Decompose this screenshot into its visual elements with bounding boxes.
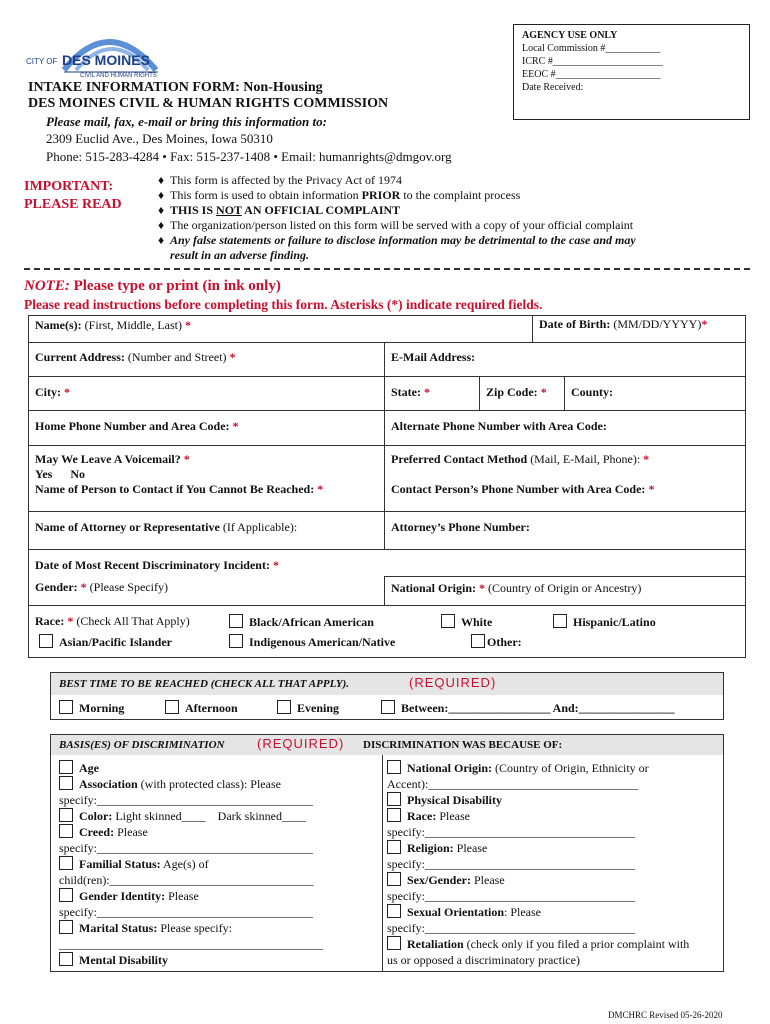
orientation-specify[interactable]: specify:___________________________________ <box>387 921 635 935</box>
form-title: INTAKE INFORMATION FORM: Non-Housing <box>28 80 323 95</box>
checkbox[interactable] <box>441 614 455 628</box>
text-segment: Black/African American <box>249 615 374 629</box>
basis-gender-identity[interactable] <box>59 888 379 904</box>
text-segment: This form is affected by the Privacy Act of 1974 <box>170 173 403 187</box>
text-segment: And:________________ <box>550 701 675 715</box>
basis-mental-disability[interactable] <box>59 952 379 968</box>
text-segment: Alternate Phone Number with Area Code: <box>391 419 607 433</box>
checkbox[interactable] <box>59 952 73 966</box>
zip-field[interactable] <box>479 377 565 411</box>
logo-name: DES MOINES <box>62 52 150 68</box>
checkbox[interactable] <box>59 808 73 822</box>
text-segment: Name(s): <box>35 318 82 332</box>
text-segment: Association <box>79 777 138 791</box>
text-segment: Sex/Gender: <box>407 873 471 887</box>
text-segment: Preferred Contact Method <box>391 452 528 466</box>
text-segment: * <box>424 385 430 399</box>
checkbox[interactable] <box>387 808 401 822</box>
text-segment: Please <box>436 809 470 823</box>
familial-specify[interactable]: child(ren):__________________________________ <box>59 873 314 887</box>
mail-instruction: Please mail, fax, e-mail or bring this information to: <box>46 114 327 129</box>
text-segment: Evening <box>297 701 340 715</box>
text-segment: Date of Most Recent Discriminatory Incident: <box>35 558 273 572</box>
text-segment: PRIOR <box>361 188 401 202</box>
diamond-bullet-icon: ♦ <box>158 203 165 217</box>
agency-use-box <box>513 24 750 120</box>
text-segment: The organization/person listed on this form will be served with a copy of your official complaint <box>170 218 634 232</box>
note-line <box>24 278 281 295</box>
text-segment: Current Address: <box>35 350 125 364</box>
marital-specify[interactable]: ____________________________________________ <box>59 937 323 951</box>
basis-familial[interactable] <box>59 856 379 872</box>
checkbox[interactable] <box>387 936 401 950</box>
basis-national-origin[interactable] <box>387 760 721 776</box>
text-segment: E-Mail Address: <box>391 350 476 364</box>
origin-specify[interactable]: Accent):___________________________________ <box>387 777 639 791</box>
note-instructions: Please read instructions before completing this form. Asterisks (*) indicate required fields. <box>24 297 543 312</box>
between-option[interactable] <box>381 700 675 716</box>
creed-specify[interactable]: specify:____________________________________ <box>59 841 313 855</box>
text-segment: Please <box>165 889 199 903</box>
checkbox[interactable] <box>59 856 73 870</box>
best-time-header <box>51 673 723 695</box>
email-field[interactable] <box>384 343 746 377</box>
text-segment: Attorney’s Phone Number: <box>391 520 530 534</box>
agency-line[interactable]: EEOC #_____________________ <box>522 69 661 80</box>
agency-line[interactable]: ICRC #______________________ <box>522 56 663 67</box>
text-segment: Name of Person to Contact if You Cannot Be Reached: <box>35 482 318 496</box>
text-segment: * <box>643 452 650 466</box>
text-segment: Physical Disability <box>407 793 503 807</box>
text-segment: * <box>229 350 236 364</box>
text-segment: Contact Person’s Phone Number with Area Code: <box>391 482 649 496</box>
basis-header <box>51 735 723 755</box>
text-segment: Home Phone Number and Area Code: <box>35 419 233 433</box>
gender-field[interactable] <box>28 576 385 606</box>
text-segment: (check only if you filed a prior complaint with <box>463 937 690 951</box>
bullet-item <box>158 248 748 263</box>
checkbox[interactable] <box>381 700 395 714</box>
text-segment: * <box>648 482 655 496</box>
text-segment: (Please Specify) <box>86 580 168 594</box>
basis-retaliation[interactable] <box>387 936 721 952</box>
basis-physical-disability[interactable] <box>387 792 721 808</box>
text-segment: to the complaint process <box>400 188 521 202</box>
text-segment: (Number and Street) <box>124 350 230 364</box>
agency-line[interactable]: Date Received: <box>522 82 584 93</box>
text-segment: Please specify: <box>157 921 232 935</box>
text-segment: Any false statements or failure to disclose information may be detrimental to the case and may <box>170 233 636 247</box>
basis-association[interactable] <box>59 776 379 792</box>
race-field <box>28 606 746 658</box>
text-segment: Race: <box>35 614 68 628</box>
bullet-item <box>158 173 748 188</box>
text-segment: Indigenous American/Native <box>249 635 396 649</box>
text-segment: NOTE: <box>24 278 70 294</box>
text-segment: Race: <box>407 809 437 823</box>
race-hispanic-option[interactable] <box>553 614 656 630</box>
basis-color[interactable] <box>59 808 379 824</box>
important-notice <box>24 178 122 214</box>
attorney-phone-field[interactable] <box>384 512 746 550</box>
text-segment: (Check All That Apply) <box>73 614 190 628</box>
text-segment: * <box>67 614 74 628</box>
text-segment: * <box>272 558 279 572</box>
checkbox[interactable] <box>229 634 243 648</box>
afternoon-option[interactable] <box>165 700 238 716</box>
important-line1: IMPORTANT: <box>24 179 114 194</box>
religion-specify[interactable]: specify:___________________________________ <box>387 857 635 871</box>
text-segment: State: <box>391 385 424 399</box>
bullet-item <box>158 233 748 248</box>
race-specify[interactable]: specify:___________________________________ <box>387 825 635 839</box>
text-segment: (with protected class): Please <box>137 777 281 791</box>
basis-age[interactable] <box>59 760 379 776</box>
text-segment: * <box>232 419 239 433</box>
voicemail-no[interactable]: No <box>70 467 86 481</box>
race-black-option[interactable] <box>229 614 374 630</box>
checkbox[interactable] <box>387 792 401 806</box>
text-segment: Gender: <box>35 580 81 594</box>
race-other-option[interactable] <box>471 634 522 650</box>
text-segment: Color: <box>79 809 113 823</box>
bullet-item <box>158 218 748 233</box>
diamond-bullet-icon: ♦ <box>158 218 165 232</box>
text-segment: Zip Code: <box>486 385 541 399</box>
county-field[interactable] <box>564 377 746 411</box>
text-segment: * <box>184 318 191 332</box>
dob-field[interactable] <box>532 315 746 343</box>
text-segment: Gender Identity: <box>79 889 166 903</box>
text-segment: Asian/Pacific Islander <box>59 635 172 649</box>
text-segment: Hispanic/Latino <box>573 615 656 629</box>
contact-info: Phone: 515-283-4284 • Fax: 515-237-1408 • Email: humanrights@dmgov.org <box>46 149 452 164</box>
text-segment: Other: <box>487 635 522 649</box>
text-segment: Familial Status: <box>79 857 161 871</box>
preferred-contact-field[interactable] <box>384 446 746 512</box>
text-segment: Retaliation <box>407 937 464 951</box>
voicemail-yes[interactable]: Yes <box>35 467 53 481</box>
gender-identity-specify[interactable]: specify:____________________________________ <box>59 905 313 919</box>
race-white-option[interactable] <box>441 614 492 630</box>
divider <box>24 268 750 270</box>
basis-religion[interactable] <box>387 840 721 856</box>
checkbox[interactable] <box>59 760 73 774</box>
text-segment: National Origin: <box>391 581 480 595</box>
text-segment: : Please <box>504 905 542 919</box>
checkbox[interactable] <box>59 920 73 934</box>
text-segment: * <box>479 581 486 595</box>
text-segment: Morning <box>79 701 125 715</box>
agency-title: AGENCY USE ONLY <box>522 30 618 41</box>
text-segment: DISCRIMINATION WAS BECAUSE OF: <box>363 739 563 751</box>
text-segment: Creed: <box>79 825 115 839</box>
voicemail-contact-field[interactable] <box>28 446 385 512</box>
checkbox[interactable] <box>59 888 73 902</box>
text-segment: (If Applicable): <box>219 520 298 534</box>
text-segment: May We Leave A Voicemail? <box>35 452 184 466</box>
text-segment: Please <box>453 841 488 855</box>
checkbox[interactable] <box>59 824 73 838</box>
agency-line[interactable]: Local Commission #___________ <box>522 43 661 54</box>
revision-footer: DMCHRC Revised 05-26-2020 <box>608 1010 723 1020</box>
text-segment: Please <box>471 873 505 887</box>
text-segment: * <box>540 385 547 399</box>
text-segment: Date of Birth: <box>539 317 611 331</box>
text-segment: BEST TIME TO BE REACHED (CHECK ALL THAT APPLY). <box>59 678 350 690</box>
column-divider <box>382 755 383 971</box>
text-segment: Light skinned____ Dark skinned____ <box>112 809 306 823</box>
text-segment: * <box>80 580 87 594</box>
mailing-address: 2309 Euclid Ave., Des Moines, Iowa 50310 <box>46 131 273 146</box>
diamond-bullet-icon: ♦ <box>158 188 165 202</box>
text-segment: Please type or print (in ink only) <box>69 278 281 294</box>
attorney-field[interactable] <box>28 512 385 550</box>
text-segment: Age <box>79 761 99 775</box>
basis-sexual-orientation[interactable] <box>387 904 721 920</box>
city-logo <box>24 22 164 82</box>
basis-race[interactable] <box>387 808 721 824</box>
text-segment: Please <box>114 825 148 839</box>
checkbox[interactable] <box>553 614 567 628</box>
text-segment: * <box>317 482 324 496</box>
text-segment: Mental Disability <box>79 953 168 967</box>
text-segment: * <box>64 385 70 399</box>
text-segment: * <box>183 452 190 466</box>
state-field[interactable] <box>384 377 480 411</box>
city-field[interactable] <box>28 377 385 411</box>
text-segment: Age(s) of <box>160 857 209 871</box>
text-segment: This form is used to obtain information <box>170 188 362 202</box>
address-field[interactable] <box>28 343 385 377</box>
morning-option[interactable] <box>59 700 124 716</box>
basis-left-column <box>59 760 379 968</box>
text-segment: AN OFFICIAL COMPLAINT <box>241 203 401 217</box>
text-segment: (REQUIRED) <box>409 675 497 690</box>
text-segment: Name of Attorney or Representative <box>35 520 220 534</box>
checkbox[interactable] <box>229 614 243 628</box>
text-segment: National Origin: <box>407 761 493 775</box>
best-time-section <box>50 672 724 720</box>
incident-date-field[interactable] <box>28 550 746 576</box>
commission-title: DES MOINES CIVIL & HUMAN RIGHTS COMMISSION <box>28 96 389 111</box>
checkbox[interactable] <box>59 700 73 714</box>
text-segment: result in an adverse finding. <box>170 248 310 262</box>
text-segment: * <box>701 317 708 331</box>
text-segment: (REQUIRED) <box>257 736 345 751</box>
text-segment: City: <box>35 385 64 399</box>
text-segment: THIS IS <box>170 203 217 217</box>
race-asian-option[interactable] <box>39 634 172 650</box>
national-origin-field[interactable] <box>384 576 746 606</box>
text-segment: Religion: <box>407 841 454 855</box>
diamond-bullet-icon: ♦ <box>158 173 165 187</box>
text-segment: Marital Status: <box>79 921 158 935</box>
checkbox[interactable] <box>277 700 291 714</box>
notice-bullets <box>158 173 748 263</box>
text-segment: (MM/DD/YYYY) <box>610 317 702 331</box>
text-segment: Between:_________________ <box>401 701 551 715</box>
sex-specify[interactable]: specify:___________________________________ <box>387 889 635 903</box>
basis-marital[interactable] <box>59 920 379 936</box>
text-segment: (Country of Origin, Ethnicity or <box>492 761 649 775</box>
text-segment: (First, Middle, Last) <box>81 318 185 332</box>
checkbox[interactable] <box>387 840 401 854</box>
checkbox[interactable] <box>387 760 401 774</box>
bullet-item <box>158 188 748 203</box>
text-segment: (Mail, E-Mail, Phone): <box>527 452 644 466</box>
checkbox[interactable] <box>39 634 53 648</box>
text-segment: Sexual Orientation <box>407 905 505 919</box>
text-segment: County: <box>571 385 614 399</box>
basis-right-column <box>387 760 721 968</box>
home-phone-field[interactable] <box>28 411 385 446</box>
bullet-item <box>158 203 748 218</box>
basis-section <box>50 734 724 972</box>
text-segment: BASIS(ES) OF DISCRIMINATION <box>59 739 225 751</box>
checkbox[interactable] <box>471 634 485 648</box>
text-segment: Afternoon <box>185 701 238 715</box>
retaliation-note: us or opposed a discriminatory practice) <box>387 953 580 967</box>
text-segment: White <box>461 615 493 629</box>
race-indigenous-option[interactable] <box>229 634 395 650</box>
text-segment: (Country of Origin or Ancestry) <box>485 581 642 595</box>
logo-city: CITY OF <box>26 57 58 66</box>
checkbox[interactable] <box>387 904 401 918</box>
checkbox[interactable] <box>59 776 73 790</box>
evening-option[interactable] <box>277 700 339 716</box>
basis-creed[interactable] <box>59 824 379 840</box>
logo-sub: CIVIL AND HUMAN RIGHTS <box>80 73 157 79</box>
basis-sex-gender[interactable] <box>387 872 721 888</box>
checkbox[interactable] <box>387 872 401 886</box>
important-line2: PLEASE READ <box>24 197 122 212</box>
diamond-bullet-icon: ♦ <box>158 233 165 247</box>
association-specify[interactable]: specify:____________________________________ <box>59 793 313 807</box>
checkbox[interactable] <box>165 700 179 714</box>
text-segment: NOT <box>216 203 242 217</box>
alt-phone-field[interactable] <box>384 411 746 446</box>
